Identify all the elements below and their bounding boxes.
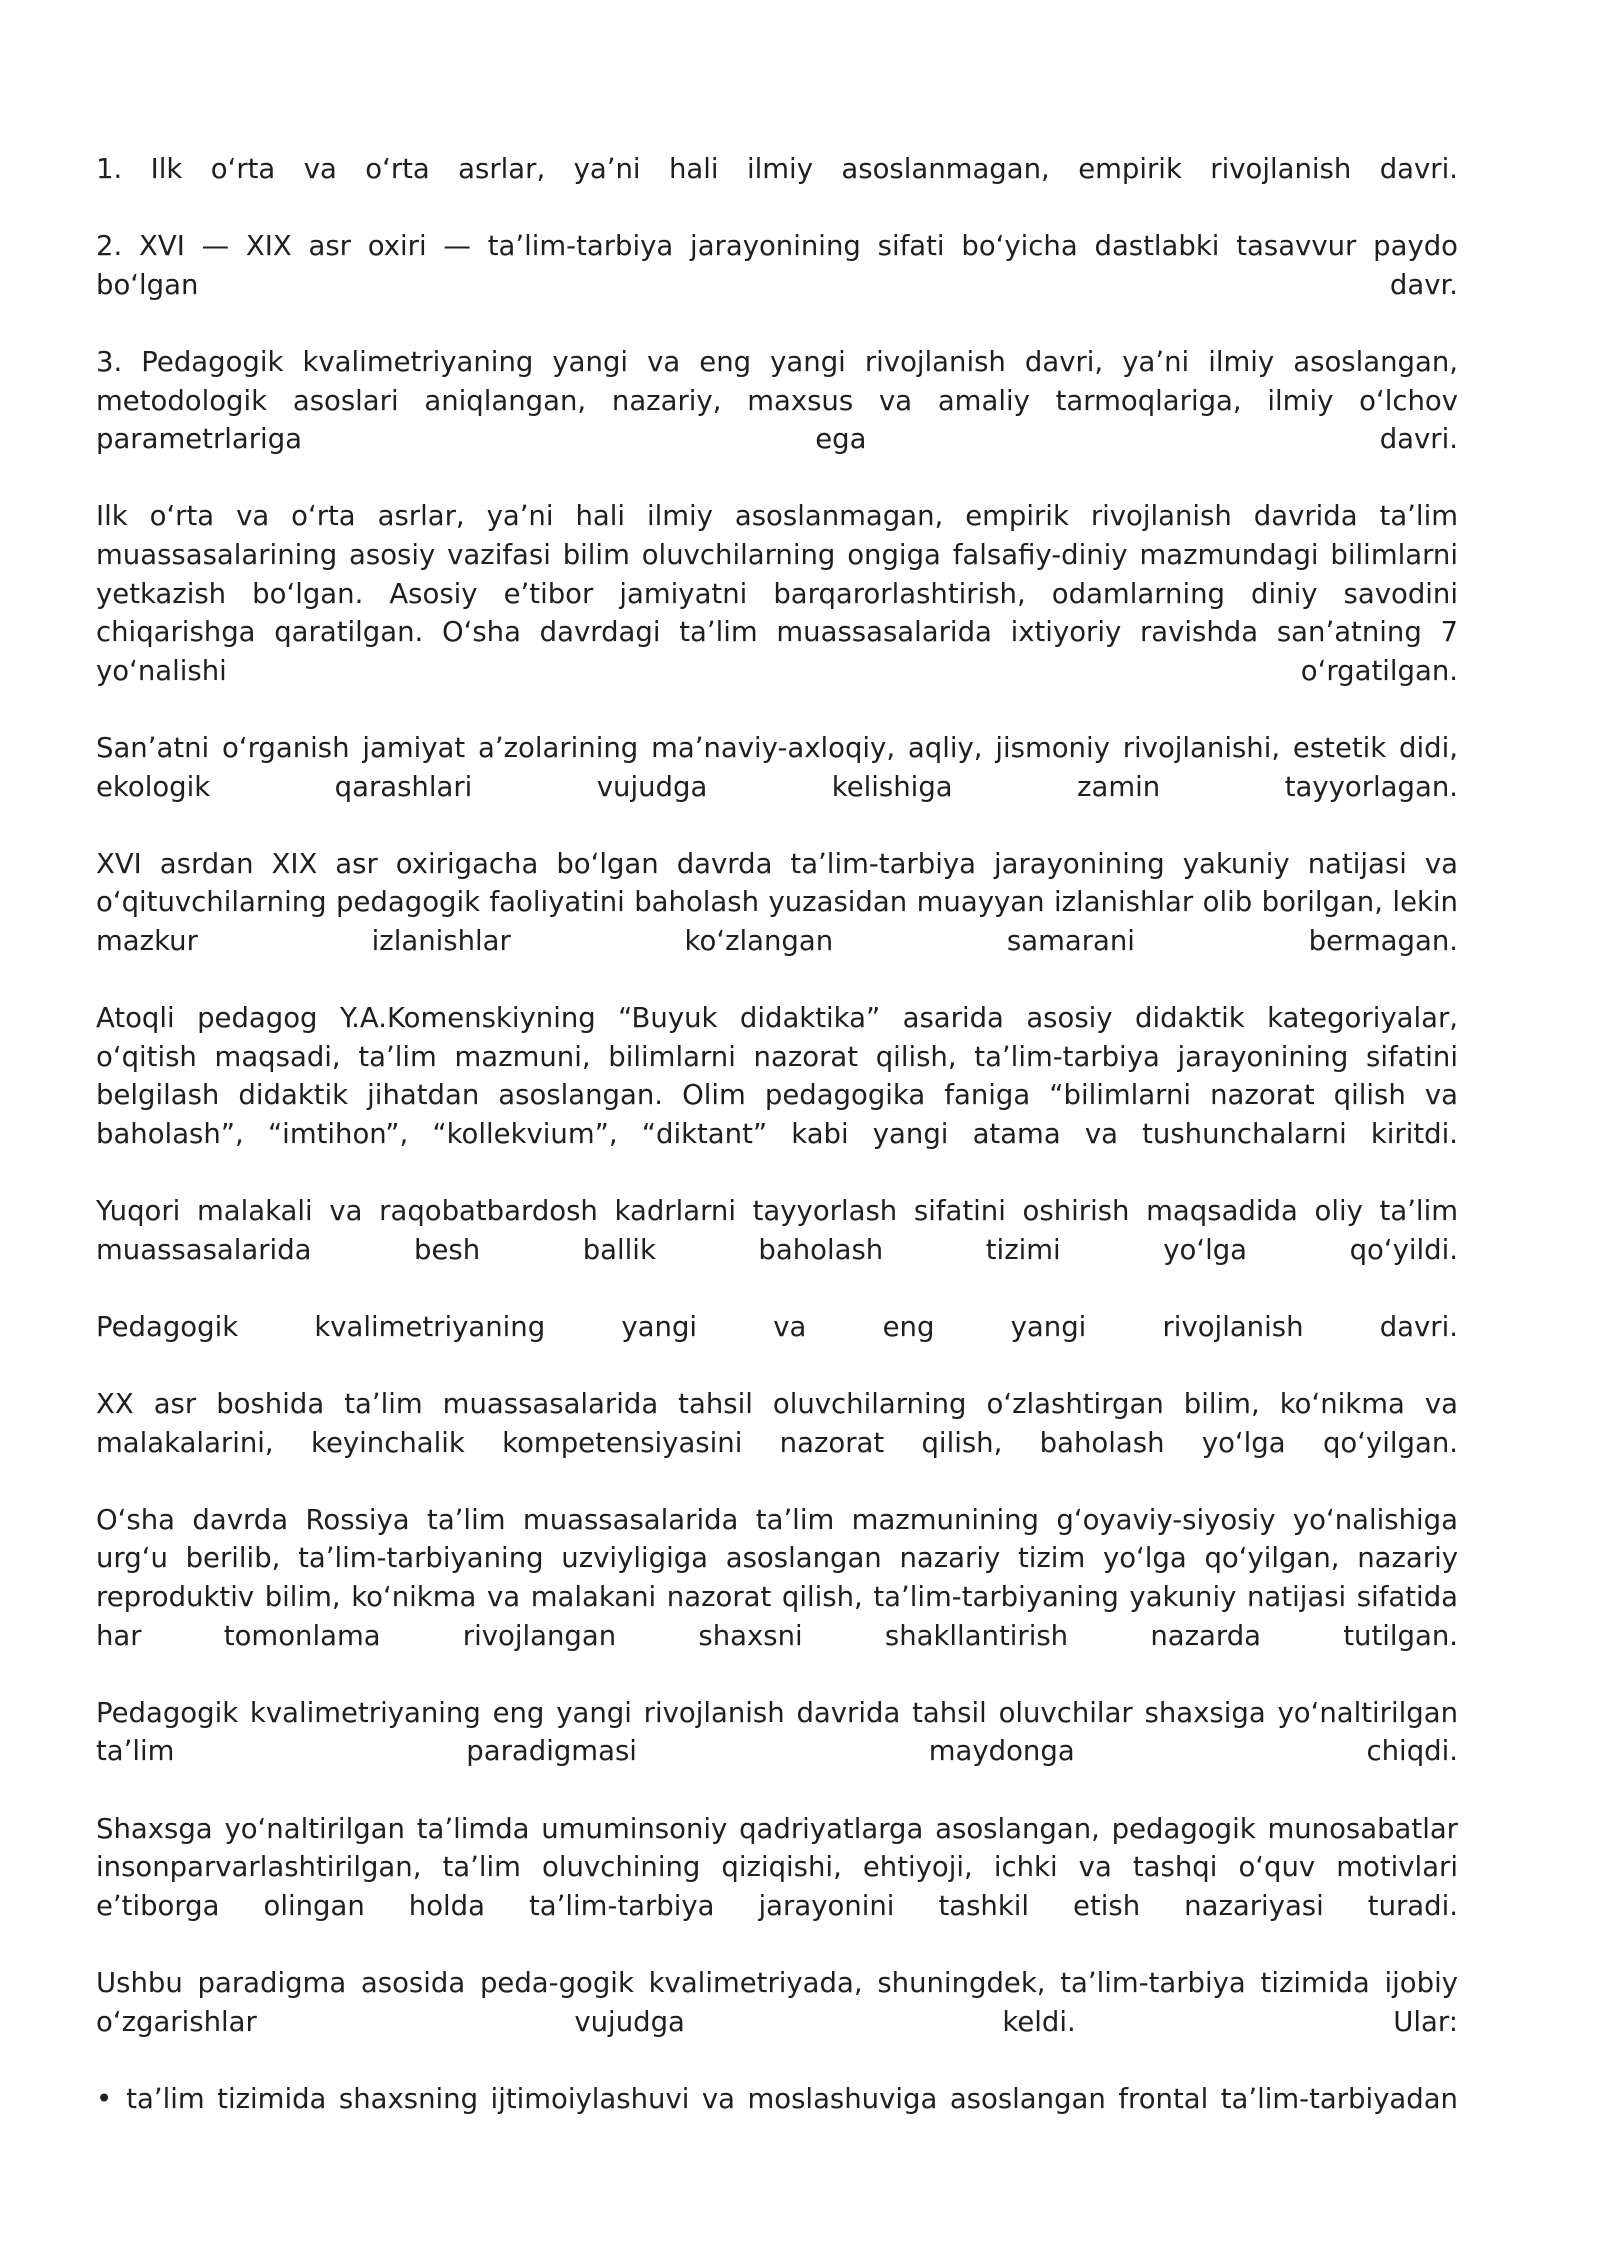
paragraph-xvi-xix: XVI asrdan XIX asr oxirigacha boʻlgan davrda taʼlim-tarbiya jarayonining yakuniy natijasi va oʻqituvchilarning pedagogik faoliyatini baholash yuzasidan muayyan izlanishlar olib borilgan, lekin mazkur izlanishlar koʻzlangan samarani bermagan. <box>96 847 1458 957</box>
document-page <box>96 150 1458 2118</box>
bullet-item <box>96 2080 1458 2119</box>
paragraph-komensky: Atoqli pedagog Y.A.Komenskiyning “Buyuk didaktika” asarida asosiy didaktik kategoriyalar, oʻqitish maqsadi, taʼlim mazmuni, bilimlarni nazorat qilish, taʼlim-tarbiya jarayonining sifatini belgilash didaktik jihatdan asoslangan. Olim pedagogika faniga “bilimlarni nazorat qilish va baholash”, “imtihon”, “kollekvium”, “diktant” kabi yangi atama va tushunchalarni kiritdi. <box>96 1002 1458 1150</box>
bullet-text: taʼlim tizimida shaxsning ijtimoiylashuvi va moslashuviga asoslangan frontal taʼlim-tarbiyadan <box>126 2082 1458 2115</box>
paragraph-period-2: 2. XVI — XIX asr oxiri — taʼlim-tarbiya jarayonining sifati boʻyicha dastlabki tasavvur paydo boʻlgan davr. <box>96 230 1458 301</box>
paragraph-russia: Oʻsha davrda Rossiya taʼlim muassasalarida taʼlim mazmunining gʻoyaviy-siyosiy yoʻnalishiga urgʻu berilib, taʼlim-tarbiyaning uzviyligiga asoslangan nazariy tizim yoʻlga qoʻyilgan, nazariy reproduktiv bilim, koʻnikma va malakani nazorat qilish, taʼlim-tarbiyaning yakuniy natijasi sifatida har tomonlama rivojlangan shaxsni shakllantirish nazarda tutilgan. <box>96 1503 1458 1652</box>
paragraph-period-3: 3. Pedagogik kvalimetriyaning yangi va eng yangi rivojlanish davri, yaʼni ilmiy asoslangan, metodologik asoslari aniqlangan, nazariy, maxsus va amaliy tarmoqlariga, ilmiy oʻlchov parametrlariga ega davri. <box>96 345 1458 456</box>
paragraph-period-1: 1. Ilk oʻrta va oʻrta asrlar, yaʼni hali ilmiy asoslanmagan, empirik rivojlanish davri. <box>96 153 1458 185</box>
paragraph-changes: Ushbu paradigma asosida peda-gogik kvalimetriyada, shuningdek, taʼlim-tarbiya tizimida ijobiy oʻzgarishlar vujudga keldi. Ular: <box>96 1966 1458 2038</box>
paragraph-xx-century: XX asr boshida taʼlim muassasalarida tahsil oluvchilarning oʻzlashtirgan bilim, koʻnikma va malakalarini, keyinchalik kompetensiyasini nazorat qilish, baholash yoʻlga qoʻyilgan. <box>96 1388 1458 1459</box>
paragraph-art-study: Sanʼatni oʻrganish jamiyat aʼzolarining maʼnaviy-axloqiy, aqliy, jismoniy rivojlanishi, estetik didi, ekologik qarashlari vujudga kelishiga zamin tayyorlagan. <box>96 731 1458 803</box>
paragraph-early-middle-ages: Ilk oʻrta va oʻrta asrlar, yaʼni hali ilmiy asoslanmagan, empirik rivojlanish davrida taʼlim muassasalarining asosiy vazifasi bilim oluvchilarning ongiga falsafiy-diniy mazmundagi bilimlarni yetkazish boʻlgan. Asosiy eʼtibor jamiyatni barqarorlashtirish, odamlarning diniy savodini chiqarishga qaratilgan. Oʻsha davrdagi taʼlim muassasalarida ixtiyoriy ravishda sanʼatning 7 yoʻnalishi oʻrgatilgan. <box>96 500 1458 687</box>
bullet-mark: • <box>96 2082 113 2115</box>
paragraph-paradigm: Pedagogik kvalimetriyaning eng yangi rivojlanish davrida tahsil oluvchilar shaxsiga yoʻnaltirilgan taʼlim paradigmasi maydonga chiqdi. <box>96 1696 1458 1768</box>
paragraph-new-period-heading: Pedagogik kvalimetriyaning yangi va eng yangi rivojlanish davri. <box>96 1310 1458 1343</box>
paragraph-five-point-system: Yuqori malakali va raqobatbardosh kadrlarni tayyorlash sifatini oshirish maqsadida oliy taʼlim muassasalarida besh ballik baholash tizimi yoʻlga qoʻyildi. <box>96 1195 1458 1266</box>
paragraph-personality-oriented: Shaxsga yoʻnaltirilgan taʼlimda umuminsoniy qadriyatlarga asoslangan, pedagogik munosabatlar insonparvarlashtirilgan, taʼlim oluvchining qiziqishi, ehtiyoji, ichki va tashqi oʻquv motivlari eʼtiborga olingan holda taʼlim-tarbiya jarayonini tashkil etish nazariyasi turadi. <box>96 1812 1458 1922</box>
